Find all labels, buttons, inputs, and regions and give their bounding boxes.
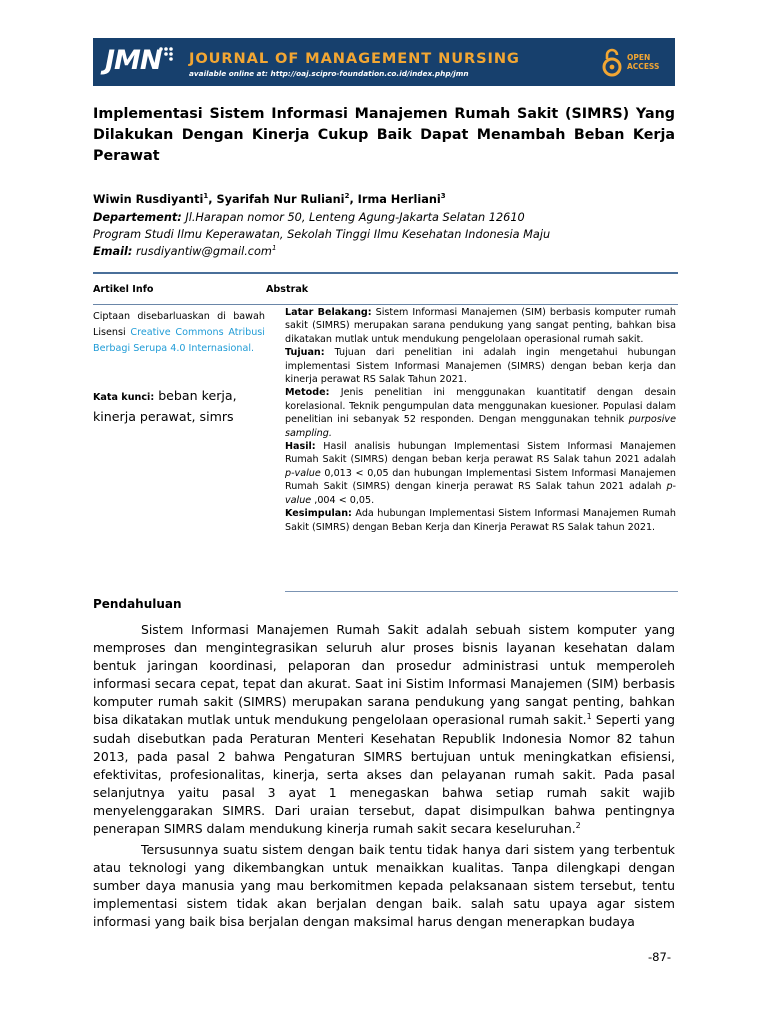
keywords-label: Kata kunci: [93, 392, 155, 403]
author-list: Wiwin Rusdiyanti$^1$, Syarifah Nur Ruliani$^2$, Irma Herliani$^3$ [93, 192, 446, 206]
program-line: Program Studi Ilmu Keperawatan, Sekolah Tinggi Ilmu Kesehatan Indonesia Maju [93, 228, 551, 241]
open-access-badge [601, 46, 663, 78]
email-line: Email: rusdiyantiw@gmail.com$^1$ [93, 244, 277, 258]
body-paragraph-1: Sistem Informasi Manajemen Rumah Sakit adalah sebuah sistem komputer yang memproses dan mengintegrasikan seluruh alur proses bisnis layanan kesehatan dalam bentuk jaringan koordinasi, pelaporan dan prosedur administrasi untuk memperoleh informasi secara cepat, tepat dan akurat. Saat ini Sistim Informasi Manajemen (SIM) berbasis komputer rumah sakit (SIMRS) merupakan sarana pendukung yang sangat penting, bahkan bisa dikatakan mutlak untuk mendukung pengelolaan operasional rumah sakit.$^1$ Seperti yang sudah disebutkan pada Peraturan Menteri Kesehatan Republik Indonesia Nomor 82 tahun 2013, pada pasal 2 bahwa Pengaturan SIMRS bertujuan untuk meningkatkan efisiensi, efektivitas, profesionalitas, kinerja, serta akses dan pelayanan rumah sakit. Pada pasal selanjutnya yaitu pasal 3 ayat 1 menegaskan bahwa setiap rumah sakit wajib menyelenggarakan SIMRS. Dari uraian tersebut, dapat disimpulkan bahwa pentingnya penerapan SIMRS dalam mendukung kinerja rumah sakit secara keseluruhan.$^2$ [93, 622, 675, 837]
email-address[interactable]: rusdiyantiw@gmail.com [135, 244, 272, 258]
article-info-heading: Artikel Info [93, 284, 154, 295]
page-number: -87- [648, 950, 672, 964]
body-paragraph-2: Tersusunnya suatu sistem dengan baik tentu tidak hanya dari sistem yang terbentuk atau teknologi yang dikembangkan untuk menaikkan kualitas. Tanpa dilengkapi dengan sumber daya manusia yang mau berkomitmen kepada pelaksanaan sistem tersebut, tentu implementasi sistem tidak akan berjalan dengan baik. salah satu upaya agar sistem informasi yang baik bisa berjalan dengan maksimal harus dengan menerapkan budaya [93, 842, 675, 930]
author-name: Wiwin Rusdiyanti [93, 192, 204, 206]
license-link[interactable]: Creative Commons Atribusi Berbagi Serupa 4.0 Internasional. [93, 327, 265, 354]
abstract-background: Latar Belakang: Sistem Informasi Manajemen (SIM) berbasis komputer rumah sakit (SIMRS) merupakan sarana pendukung yang sangat penting, bahkan bisa dikatakan mutlak untuk mendukung pengelolaan operasional rumah sakit. [285, 307, 676, 345]
department-label: Departement: [93, 211, 182, 224]
email-label: Email: [93, 244, 133, 258]
keywords [93, 386, 265, 426]
jmn-logo-text: JMN [105, 45, 162, 76]
article-title: Implementasi Sistem Informasi Manajemen Rumah Sakit (SIMRS) Yang Dilakukan Dengan Kinerja Cukup Baik Dapat Menambah Beban Kerja Perawat [93, 106, 675, 164]
section-title: Pendahuluan [93, 597, 182, 611]
open-access-label: OPEN ACCESS [627, 53, 660, 71]
abstract-method: Metode: Jenis penelitian ini menggunakan kuantitatif dengan desain korelasional. Teknik pengumpulan data menggunakan kuesioner. Populasi dalam penelitian ini sebanyak 52 responden. Dengan menggunakan tehnik purposive sampling. [285, 387, 676, 439]
keywords-value: beban kerja, kinerja perawat, simrs [93, 388, 237, 424]
abstract-conclusion: Kesimpulan: Ada hubungan Implementasi Sistem Informasi Manajemen Rumah Sakit (SIMRS) dengan Beban Kerja dan Kinerja Perawat RS Salak tahun 2021. [285, 508, 676, 533]
abstract-results: Hasil: Hasil analisis hubungan Implementasi Sistem Informasi Manajemen Rumah Sakit (SIMRS) dengan beban kerja perawat RS Salak tahun 2021 adalah p-value 0,013 < 0,05 dan hubungan Implementasi Sistem Informasi Manajemen Rumah Sakit (SIMRS) dengan kinerja perawat RS Salak tahun 2021 adalah p-value ,004 < 0,05. [285, 441, 676, 506]
author-name: Syarifah Nur Ruliani [216, 192, 345, 206]
info-table-top-rule [93, 272, 678, 274]
abstract-heading: Abstrak [266, 284, 309, 295]
availability-url[interactable]: available online at: http://oaj.scipro-foundation.co.id/index.php/jmn [189, 69, 469, 78]
open-access-lock-icon [601, 47, 623, 77]
abstract-text [285, 306, 676, 534]
author-name: Irma Herliani [357, 192, 441, 206]
abstract-aim: Tujuan: Tujuan dari penelitian ini adalah ingin mengetahui hubungan implementasi Sistem Informasi Manajemen (SIMRS) dengan beban kerja dan kinerja perawat RS Salak Tahun 2021. [285, 347, 676, 386]
department-address: Jl.Harapan nomor 50, Lenteng Agung-Jakarta Selatan 12610 [185, 211, 525, 224]
department-line [93, 211, 525, 224]
journal-name: JOURNAL OF MANAGEMENT NURSING [189, 50, 520, 67]
journal-banner [93, 38, 675, 86]
license-note: Ciptaan disebarluaskan di bawah Lisensi Creative Commons Atribusi Berbagi Serupa 4.0 Internasional. [93, 311, 265, 354]
